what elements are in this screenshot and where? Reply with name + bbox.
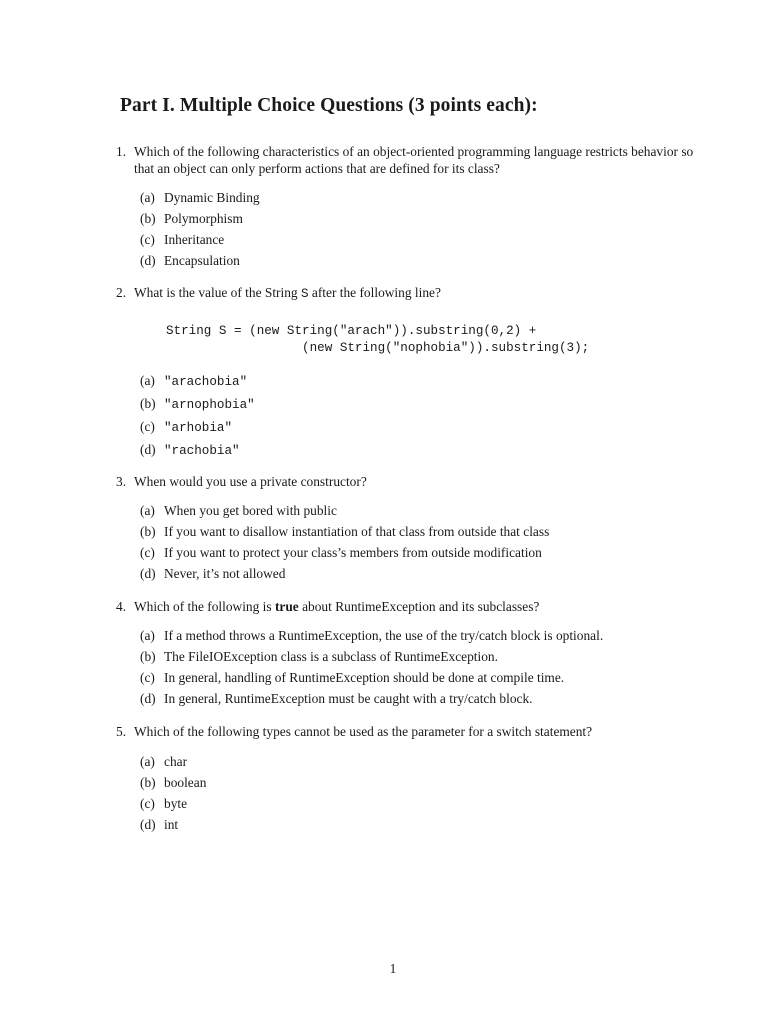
question-text-part: What is the value of the String bbox=[134, 285, 301, 300]
option-label: (c) bbox=[140, 670, 155, 685]
option-text: "rachobia" bbox=[164, 444, 240, 458]
option-text: "arnophobia" bbox=[164, 398, 255, 412]
option-d bbox=[140, 442, 240, 458]
option-text: "arachobia" bbox=[164, 375, 248, 389]
option-c bbox=[140, 232, 224, 248]
emphasis-true: true bbox=[274, 599, 299, 614]
option-text: Dynamic Binding bbox=[164, 190, 260, 205]
question-number: 3. bbox=[116, 474, 127, 489]
option-b bbox=[140, 211, 243, 227]
question-number: 2. bbox=[116, 285, 127, 300]
question-text-part: Which of the following is bbox=[134, 599, 275, 614]
option-d bbox=[140, 253, 240, 269]
question-text-part: after the following line? bbox=[308, 285, 441, 300]
option-text: In general, handling of RuntimeException should be done at compile time. bbox=[164, 670, 565, 685]
option-text: int bbox=[164, 817, 179, 832]
option-label: (c) bbox=[140, 796, 155, 811]
option-text: char bbox=[164, 754, 188, 769]
section-title: Part I. Multiple Choice Questions (3 points each): bbox=[120, 95, 538, 116]
option-b bbox=[140, 775, 206, 791]
option-label: (a) bbox=[140, 373, 155, 388]
option-c bbox=[140, 545, 542, 561]
code-block bbox=[166, 323, 589, 357]
question-number: 5. bbox=[116, 724, 127, 739]
option-label: (a) bbox=[140, 503, 155, 518]
option-a bbox=[140, 190, 260, 206]
option-label: (d) bbox=[140, 817, 156, 832]
option-a bbox=[140, 503, 337, 519]
option-b bbox=[140, 396, 255, 412]
code-line: String S = (new String("arach")).substring(0,2) + bbox=[166, 324, 537, 338]
option-text: Encapsulation bbox=[164, 253, 240, 268]
option-text: Polymorphism bbox=[164, 211, 243, 226]
question-text: Which of the following types cannot be used as the parameter for a switch statement? bbox=[134, 724, 593, 739]
option-label: (d) bbox=[140, 566, 156, 581]
option-label: (b) bbox=[140, 396, 156, 411]
option-label: (a) bbox=[140, 754, 155, 769]
code-line: (new String("nophobia")).substring(3); bbox=[166, 341, 590, 355]
option-label: (d) bbox=[140, 253, 156, 268]
option-label: (c) bbox=[140, 419, 155, 434]
option-text: When you get bored with public bbox=[164, 503, 337, 518]
option-label: (b) bbox=[140, 775, 156, 790]
question-1 bbox=[116, 143, 696, 177]
question-text: When would you use a private constructor? bbox=[134, 474, 367, 489]
question-number: 1. bbox=[116, 144, 127, 159]
page-number: 1 bbox=[389, 961, 397, 976]
option-label: (b) bbox=[140, 524, 156, 539]
inline-code: S bbox=[300, 287, 309, 301]
option-label: (d) bbox=[140, 691, 156, 706]
option-c bbox=[140, 796, 187, 812]
question-5 bbox=[116, 723, 696, 740]
question-2 bbox=[116, 284, 696, 303]
option-label: (c) bbox=[140, 232, 155, 247]
option-d bbox=[140, 817, 178, 833]
option-a bbox=[140, 373, 247, 389]
option-label: (b) bbox=[140, 211, 156, 226]
option-text: The FileIOException class is a subclass of RuntimeException. bbox=[164, 649, 498, 664]
option-text: byte bbox=[164, 796, 188, 811]
option-text: In general, RuntimeException must be caught with a try/catch block. bbox=[164, 691, 533, 706]
option-text: If a method throws a RuntimeException, the use of the try/catch block is optional. bbox=[164, 628, 604, 643]
option-label: (d) bbox=[140, 442, 156, 457]
option-label: (a) bbox=[140, 190, 155, 205]
option-d bbox=[140, 691, 533, 707]
option-text: If you want to protect your class’s members from outside modification bbox=[164, 545, 542, 560]
option-text: Inheritance bbox=[164, 232, 225, 247]
option-label: (a) bbox=[140, 628, 155, 643]
option-label: (b) bbox=[140, 649, 156, 664]
question-4 bbox=[116, 598, 696, 615]
question-text-part: about RuntimeException and its subclasses? bbox=[298, 599, 540, 614]
option-label: (c) bbox=[140, 545, 155, 560]
option-a bbox=[140, 628, 603, 644]
question-text bbox=[134, 284, 696, 303]
option-c bbox=[140, 419, 232, 435]
question-number: 4. bbox=[116, 599, 127, 614]
question-text: Which of the following characteristics of an object-oriented programming language restricts behavior so that an object can only perform actions that are defined for its class? bbox=[134, 144, 694, 176]
question-3 bbox=[116, 473, 696, 490]
option-text: "arhobia" bbox=[164, 421, 233, 435]
question-text bbox=[134, 598, 696, 615]
option-text: boolean bbox=[164, 775, 207, 790]
option-b bbox=[140, 524, 549, 540]
option-d bbox=[140, 566, 285, 582]
option-text: Never, it’s not allowed bbox=[164, 566, 286, 581]
option-c bbox=[140, 670, 564, 686]
option-a bbox=[140, 754, 187, 770]
option-text: If you want to disallow instantiation of that class from outside that class bbox=[164, 524, 550, 539]
option-b bbox=[140, 649, 498, 665]
